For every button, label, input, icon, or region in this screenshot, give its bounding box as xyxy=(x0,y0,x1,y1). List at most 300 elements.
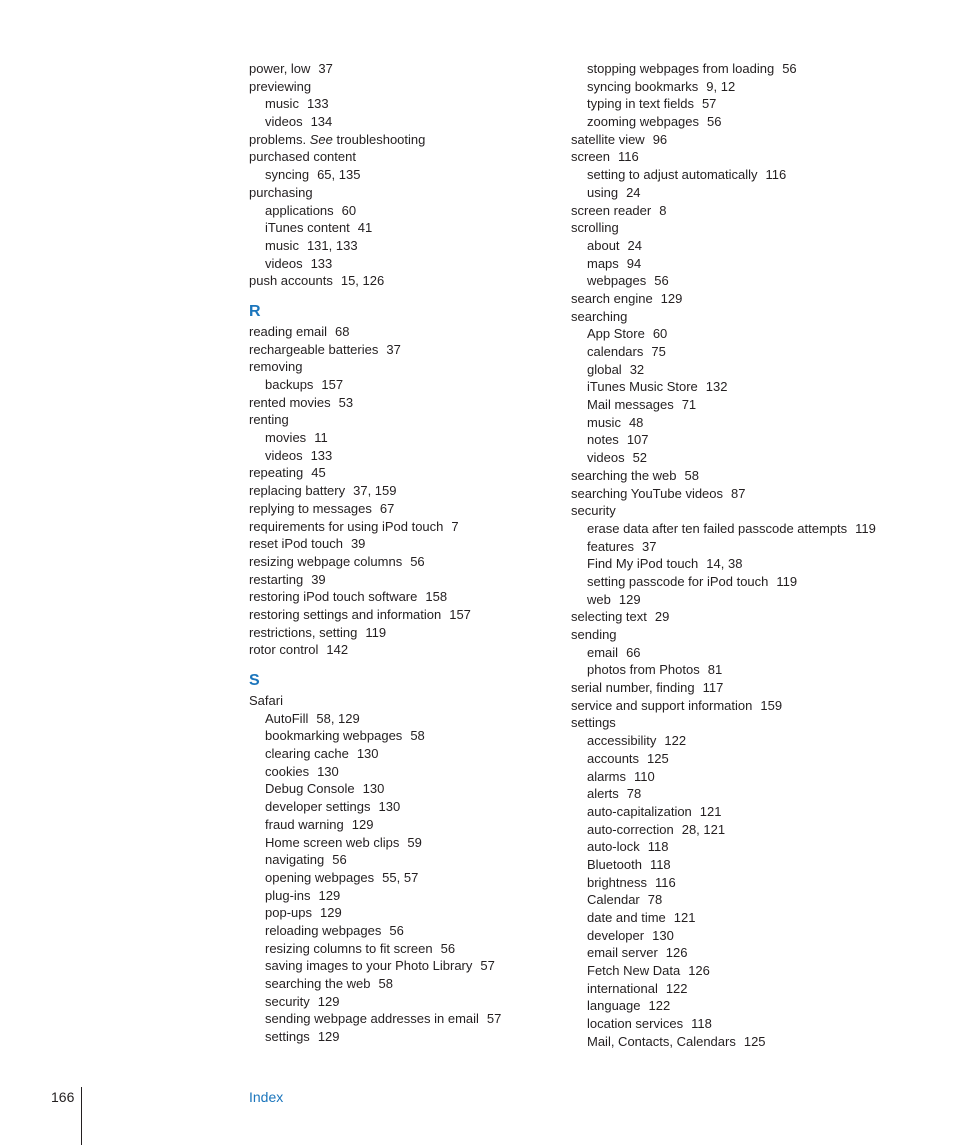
index-subentry xyxy=(571,803,901,821)
index-term: features xyxy=(587,538,634,554)
index-entry xyxy=(249,482,549,500)
index-term: App Store xyxy=(587,326,645,342)
index-page-numbers: 55, 57 xyxy=(382,869,419,885)
index-term: saving images to your Photo Library xyxy=(265,958,473,974)
index-entry xyxy=(249,500,549,518)
index-subentry xyxy=(571,856,901,874)
index-page-numbers: 129 xyxy=(318,887,341,903)
index-entry xyxy=(249,148,549,166)
index-term: searching the web xyxy=(571,467,677,483)
index-term: pop-ups xyxy=(265,905,312,921)
index-page-numbers: 129 xyxy=(618,591,641,607)
index-entry xyxy=(571,290,901,308)
section-title: Index xyxy=(249,1089,284,1105)
index-subentry xyxy=(571,113,901,131)
index-page-numbers: 117 xyxy=(702,680,724,696)
section-letter: S xyxy=(249,672,260,689)
index-entry xyxy=(249,624,549,642)
index-entry xyxy=(249,464,549,482)
index-term: alarms xyxy=(587,768,627,784)
index-term: calendars xyxy=(587,344,644,359)
index-subentry xyxy=(571,184,901,202)
index-term: screen reader xyxy=(571,202,652,218)
index-subentry xyxy=(571,555,901,573)
index-term: applications xyxy=(265,202,334,218)
index-entry xyxy=(571,679,901,697)
index-page-numbers: 11 xyxy=(314,430,328,446)
index-term: about xyxy=(587,237,620,253)
index-subentry xyxy=(571,361,901,379)
index-subentry xyxy=(249,834,549,852)
index-page-numbers: 125 xyxy=(743,1033,766,1049)
index-page-numbers: 142 xyxy=(326,642,349,658)
index-page-numbers: 78 xyxy=(626,786,642,802)
index-page-numbers: 60 xyxy=(341,202,357,218)
index-entry xyxy=(249,184,549,202)
index-term: fraud warning xyxy=(265,816,344,832)
index-subentry xyxy=(571,874,901,892)
index-subentry xyxy=(571,538,901,556)
index-term: iTunes Music Store xyxy=(587,379,698,395)
see-reference-label: See xyxy=(309,131,333,147)
index-page-numbers: 15, 126 xyxy=(340,273,385,289)
index-page-numbers: 59 xyxy=(407,834,422,850)
index-page-numbers: 122 xyxy=(648,998,671,1014)
index-page-numbers: 118 xyxy=(691,1016,712,1032)
index-entry xyxy=(249,518,549,536)
index-page-numbers: 24 xyxy=(626,184,641,200)
index-subentry xyxy=(571,378,901,396)
index-page-numbers: 57 xyxy=(480,958,495,974)
index-page-numbers: 126 xyxy=(665,945,688,961)
index-term: language xyxy=(587,998,641,1014)
index-subentry xyxy=(571,927,901,945)
index-entry xyxy=(571,697,901,715)
index-term: searching the web xyxy=(265,976,371,991)
index-subentry xyxy=(249,975,549,993)
index-subentry xyxy=(249,429,549,447)
index-page-numbers: 53 xyxy=(338,394,354,410)
index-term: reloading webpages xyxy=(265,922,382,938)
index-subentry xyxy=(571,838,901,856)
index-term: plug-ins xyxy=(265,887,311,903)
index-term: security xyxy=(265,993,310,1009)
index-page-numbers: 126 xyxy=(688,963,710,979)
index-entry xyxy=(249,341,549,359)
index-subentry xyxy=(249,940,549,958)
index-entry xyxy=(249,272,549,290)
index-subentry xyxy=(571,414,901,432)
index-term: auto-capitalization xyxy=(587,803,692,819)
index-subentry xyxy=(249,710,549,728)
index-page-numbers: 39 xyxy=(311,571,326,587)
index-subentry xyxy=(571,821,901,839)
index-subentry xyxy=(249,255,549,273)
index-term: bookmarking webpages xyxy=(265,728,403,744)
index-page-numbers: 129 xyxy=(317,993,340,1009)
index-page-numbers: 122 xyxy=(665,980,688,996)
index-page-numbers: 130 xyxy=(652,927,674,943)
index-term: renting xyxy=(249,412,289,428)
index-subentry xyxy=(571,909,901,927)
index-term: requirements for using iPod touch xyxy=(249,518,444,534)
index-page-numbers: 116 xyxy=(654,874,676,890)
index-page-numbers: 129 xyxy=(319,905,342,921)
index-term: screen xyxy=(571,149,611,165)
index-page-numbers: 133 xyxy=(310,255,333,271)
index-entry xyxy=(249,692,549,710)
index-page-numbers: 56 xyxy=(654,273,669,289)
index-page-numbers: 71 xyxy=(681,397,697,413)
index-page-numbers: 116 xyxy=(618,149,639,165)
index-page-numbers: 56 xyxy=(389,922,404,938)
index-term: restoring settings and information xyxy=(249,606,442,622)
index-term: restoring iPod touch software xyxy=(249,589,418,605)
index-term: problems. xyxy=(249,131,307,147)
index-page-numbers: 133 xyxy=(310,447,333,463)
index-page-numbers: 134 xyxy=(310,114,333,130)
index-page-numbers: 125 xyxy=(647,750,669,766)
index-term: power, low xyxy=(249,61,311,76)
index-term: typing in text fields xyxy=(587,96,694,112)
index-entry xyxy=(249,323,549,341)
index-term: restrictions, setting xyxy=(249,624,358,640)
index-page-numbers: 122 xyxy=(664,733,687,749)
index-term: developer settings xyxy=(265,799,371,815)
index-term: purchasing xyxy=(249,184,313,200)
index-term: auto-lock xyxy=(587,839,640,855)
index-page-numbers: 121 xyxy=(699,803,722,819)
index-entry xyxy=(249,60,549,78)
index-term: settings xyxy=(571,715,616,731)
index-entry xyxy=(249,394,549,412)
index-page-numbers: 119 xyxy=(855,520,876,536)
index-term: resizing columns to fit screen xyxy=(265,940,433,956)
index-subentry xyxy=(249,1010,549,1028)
index-subentry xyxy=(249,1028,549,1046)
index-page-numbers: 81 xyxy=(707,662,723,678)
index-term: repeating xyxy=(249,465,304,481)
index-term: movies xyxy=(265,430,307,446)
index-term: Home screen web clips xyxy=(265,834,400,850)
index-subentry xyxy=(571,520,901,538)
index-page-numbers: 131, 133 xyxy=(306,237,358,253)
index-term: accessibility xyxy=(587,733,657,749)
index-subentry xyxy=(249,763,549,781)
index-page-numbers: 56 xyxy=(707,114,722,130)
index-subentry xyxy=(249,447,549,465)
index-page-numbers: 130 xyxy=(362,781,385,797)
index-subentry xyxy=(571,325,901,343)
index-term: backups xyxy=(265,377,314,392)
index-page-numbers: 119 xyxy=(776,573,798,589)
index-term: zooming webpages xyxy=(587,114,700,130)
index-term: selecting text xyxy=(571,609,647,625)
index-page-numbers: 129 xyxy=(317,1029,340,1045)
index-page-numbers: 87 xyxy=(731,485,746,501)
index-page-numbers: 133 xyxy=(306,96,329,112)
index-column-left xyxy=(249,60,549,1046)
index-page-numbers: 32 xyxy=(629,361,645,377)
index-term: setting to adjust automatically xyxy=(587,167,758,183)
index-subentry xyxy=(249,727,549,745)
index-page-numbers: 118 xyxy=(649,856,671,872)
index-term: music xyxy=(265,237,299,253)
index-term: reading email xyxy=(249,323,328,339)
index-subentry xyxy=(249,993,549,1011)
index-page-numbers: 37 xyxy=(386,341,401,357)
index-term: Mail, Contacts, Calendars xyxy=(587,1033,736,1049)
index-subentry xyxy=(571,343,901,361)
index-page-numbers: 119 xyxy=(365,624,387,640)
index-page-numbers: 94 xyxy=(626,255,642,271)
index-page-numbers: 48 xyxy=(628,414,644,430)
index-subentry xyxy=(249,202,549,220)
index-term: sending xyxy=(571,627,617,642)
index-term: Fetch New Data xyxy=(587,963,681,979)
index-subentry xyxy=(249,887,549,905)
see-reference-target: troubleshooting xyxy=(336,131,426,147)
index-subentry xyxy=(249,219,549,237)
index-term: reset iPod touch xyxy=(249,536,343,552)
index-term: music xyxy=(265,96,299,112)
index-entry xyxy=(571,485,901,503)
index-entry xyxy=(571,131,901,149)
index-term: stopping webpages from loading xyxy=(587,61,775,76)
index-subentry xyxy=(571,661,901,679)
index-page-numbers: 132 xyxy=(705,379,728,395)
index-term: settings xyxy=(265,1029,310,1045)
index-subentry xyxy=(571,962,901,980)
index-subentry xyxy=(571,60,901,78)
index-term: location services xyxy=(587,1016,684,1032)
index-page-numbers: 66 xyxy=(626,644,641,660)
index-subentry xyxy=(571,644,901,662)
index-term: email xyxy=(587,644,619,660)
index-entry xyxy=(249,535,549,553)
index-term: Calendar xyxy=(587,892,640,908)
section-letter: R xyxy=(249,302,261,320)
index-entry xyxy=(571,308,901,326)
index-subentry xyxy=(571,768,901,786)
index-page-numbers: 65, 135 xyxy=(317,167,361,183)
index-subentry xyxy=(571,891,901,909)
index-page-numbers: 7 xyxy=(451,518,459,534)
index-subentry xyxy=(571,591,901,609)
index-entry xyxy=(571,714,901,732)
index-page-numbers: 24 xyxy=(627,237,643,253)
index-term: syncing xyxy=(265,167,310,183)
index-subentry xyxy=(571,1033,901,1051)
index-column-right xyxy=(571,60,901,1051)
index-term: removing xyxy=(249,359,303,375)
index-page-numbers: 58 xyxy=(684,467,699,483)
index-subentry xyxy=(571,396,901,414)
index-entry xyxy=(571,608,901,626)
index-subentry xyxy=(571,272,901,290)
index-term: rechargeable batteries xyxy=(249,341,379,357)
index-subentry xyxy=(571,431,901,449)
index-subentry xyxy=(571,237,901,255)
index-term: rented movies xyxy=(249,394,331,410)
index-subentry xyxy=(249,166,549,184)
index-page-numbers: 56 xyxy=(332,852,347,868)
index-entry xyxy=(571,219,901,237)
index-subentry xyxy=(571,78,901,96)
index-subentry xyxy=(571,166,901,184)
index-term: auto-correction xyxy=(587,821,674,837)
index-page-numbers: 60 xyxy=(652,326,668,342)
index-subentry xyxy=(571,573,901,591)
index-term: videos xyxy=(265,114,303,130)
index-entry xyxy=(249,131,549,149)
index-entry xyxy=(571,626,901,644)
index-term: international xyxy=(587,980,658,996)
index-term: service and support information xyxy=(571,697,753,713)
index-term: restarting xyxy=(249,571,304,587)
index-entry xyxy=(571,502,901,520)
index-page-numbers: 52 xyxy=(632,450,648,466)
index-term: using xyxy=(587,184,619,200)
index-page-numbers: 58 xyxy=(378,976,393,991)
index-subentry xyxy=(249,798,549,816)
index-page-numbers: 45 xyxy=(311,465,326,481)
index-subentry xyxy=(249,851,549,869)
index-page-numbers: 56 xyxy=(410,553,425,569)
index-page-numbers: 130 xyxy=(356,746,379,762)
index-page-numbers: 107 xyxy=(626,432,649,448)
index-page-numbers: 78 xyxy=(647,892,663,908)
index-term: notes xyxy=(587,432,619,448)
index-term: searching YouTube videos xyxy=(571,485,724,501)
index-page-numbers: 37, 159 xyxy=(353,483,397,499)
index-subentry xyxy=(571,997,901,1015)
index-subentry xyxy=(249,957,549,975)
index-subentry xyxy=(571,944,901,962)
index-page-numbers: 56 xyxy=(782,61,797,76)
index-term: previewing xyxy=(249,78,312,94)
index-term: alerts xyxy=(587,786,619,802)
index-term: date and time xyxy=(587,910,666,925)
index-term: erase data after ten failed passcode attempts xyxy=(587,520,848,536)
index-subentry xyxy=(249,745,549,763)
index-subentry xyxy=(249,376,549,394)
index-page-numbers: 67 xyxy=(379,500,395,516)
index-term: webpages xyxy=(587,273,647,289)
index-page-numbers: 58, 129 xyxy=(316,710,360,726)
index-subentry xyxy=(571,785,901,803)
index-page-numbers: 9, 12 xyxy=(706,78,736,94)
index-term: satellite view xyxy=(571,131,645,147)
index-subentry xyxy=(571,95,901,113)
index-subentry xyxy=(571,255,901,273)
index-term: Safari xyxy=(249,693,283,708)
index-subentry xyxy=(249,113,549,131)
index-term: cookies xyxy=(265,763,310,779)
index-entry xyxy=(571,467,901,485)
index-term: Bluetooth xyxy=(587,856,642,872)
index-term: push accounts xyxy=(249,273,333,289)
index-subentry xyxy=(571,449,901,467)
index-entry xyxy=(249,571,549,589)
index-term: developer xyxy=(587,927,645,943)
index-entry xyxy=(249,553,549,571)
index-page-numbers: 96 xyxy=(652,131,668,147)
index-page-numbers: 37 xyxy=(318,61,333,76)
index-page-numbers: 110 xyxy=(634,768,655,784)
index-subentry xyxy=(249,869,549,887)
index-term: replying to messages xyxy=(249,500,372,516)
index-term: opening webpages xyxy=(265,869,375,885)
index-term: resizing webpage columns xyxy=(249,553,403,569)
footer-divider xyxy=(81,1087,82,1145)
index-term: security xyxy=(571,503,616,519)
index-entry xyxy=(249,588,549,606)
index-subentry xyxy=(249,816,549,834)
index-page-numbers: 68 xyxy=(335,323,350,339)
index-term: syncing bookmarks xyxy=(587,78,699,94)
index-page-numbers: 56 xyxy=(440,940,456,956)
index-subentry xyxy=(249,237,549,255)
index-entry xyxy=(249,358,549,376)
index-page-numbers: 75 xyxy=(651,344,666,359)
index-term: scrolling xyxy=(571,220,619,236)
index-page-numbers: 58 xyxy=(410,728,425,744)
index-page-numbers: 28, 121 xyxy=(681,821,726,837)
index-page-numbers: 57 xyxy=(486,1011,502,1027)
index-page-numbers: 129 xyxy=(660,290,683,306)
index-term: videos xyxy=(587,450,625,466)
index-page-numbers: 157 xyxy=(449,606,471,622)
index-entry xyxy=(571,148,901,166)
index-page-numbers: 159 xyxy=(760,697,783,713)
index-subentry xyxy=(571,980,901,998)
index-subentry xyxy=(249,95,549,113)
index-term: web xyxy=(587,591,611,607)
index-page-numbers: 118 xyxy=(647,839,669,855)
index-term: purchased content xyxy=(249,149,356,165)
index-term: photos from Photos xyxy=(587,662,700,678)
index-page-numbers: 39 xyxy=(350,536,366,552)
index-page-numbers: 121 xyxy=(673,910,696,925)
index-page-numbers: 157 xyxy=(321,377,344,392)
index-page-numbers: 116 xyxy=(765,167,787,183)
index-subentry xyxy=(571,1015,901,1033)
index-term: maps xyxy=(587,255,619,271)
index-term: AutoFill xyxy=(265,710,309,726)
index-term: music xyxy=(587,414,621,430)
index-page-numbers: 57 xyxy=(701,96,717,112)
index-term: search engine xyxy=(571,290,653,306)
index-page-numbers: 158 xyxy=(425,589,448,605)
index-entry xyxy=(249,411,549,429)
index-page-numbers: 37 xyxy=(641,538,657,554)
index-term: replacing battery xyxy=(249,483,346,499)
index-term: setting passcode for iPod touch xyxy=(587,573,769,589)
index-entry xyxy=(571,202,901,220)
index-subentry xyxy=(249,780,549,798)
index-term: iTunes content xyxy=(265,220,350,236)
index-term: videos xyxy=(265,447,303,463)
index-entry xyxy=(249,641,549,659)
index-term: sending webpage addresses in email xyxy=(265,1011,479,1027)
index-term: accounts xyxy=(587,750,640,766)
index-subentry xyxy=(249,904,549,922)
index-term: email server xyxy=(587,945,658,961)
index-term: navigating xyxy=(265,852,325,868)
page-number: 166 xyxy=(51,1089,75,1105)
index-subentry xyxy=(571,750,901,768)
